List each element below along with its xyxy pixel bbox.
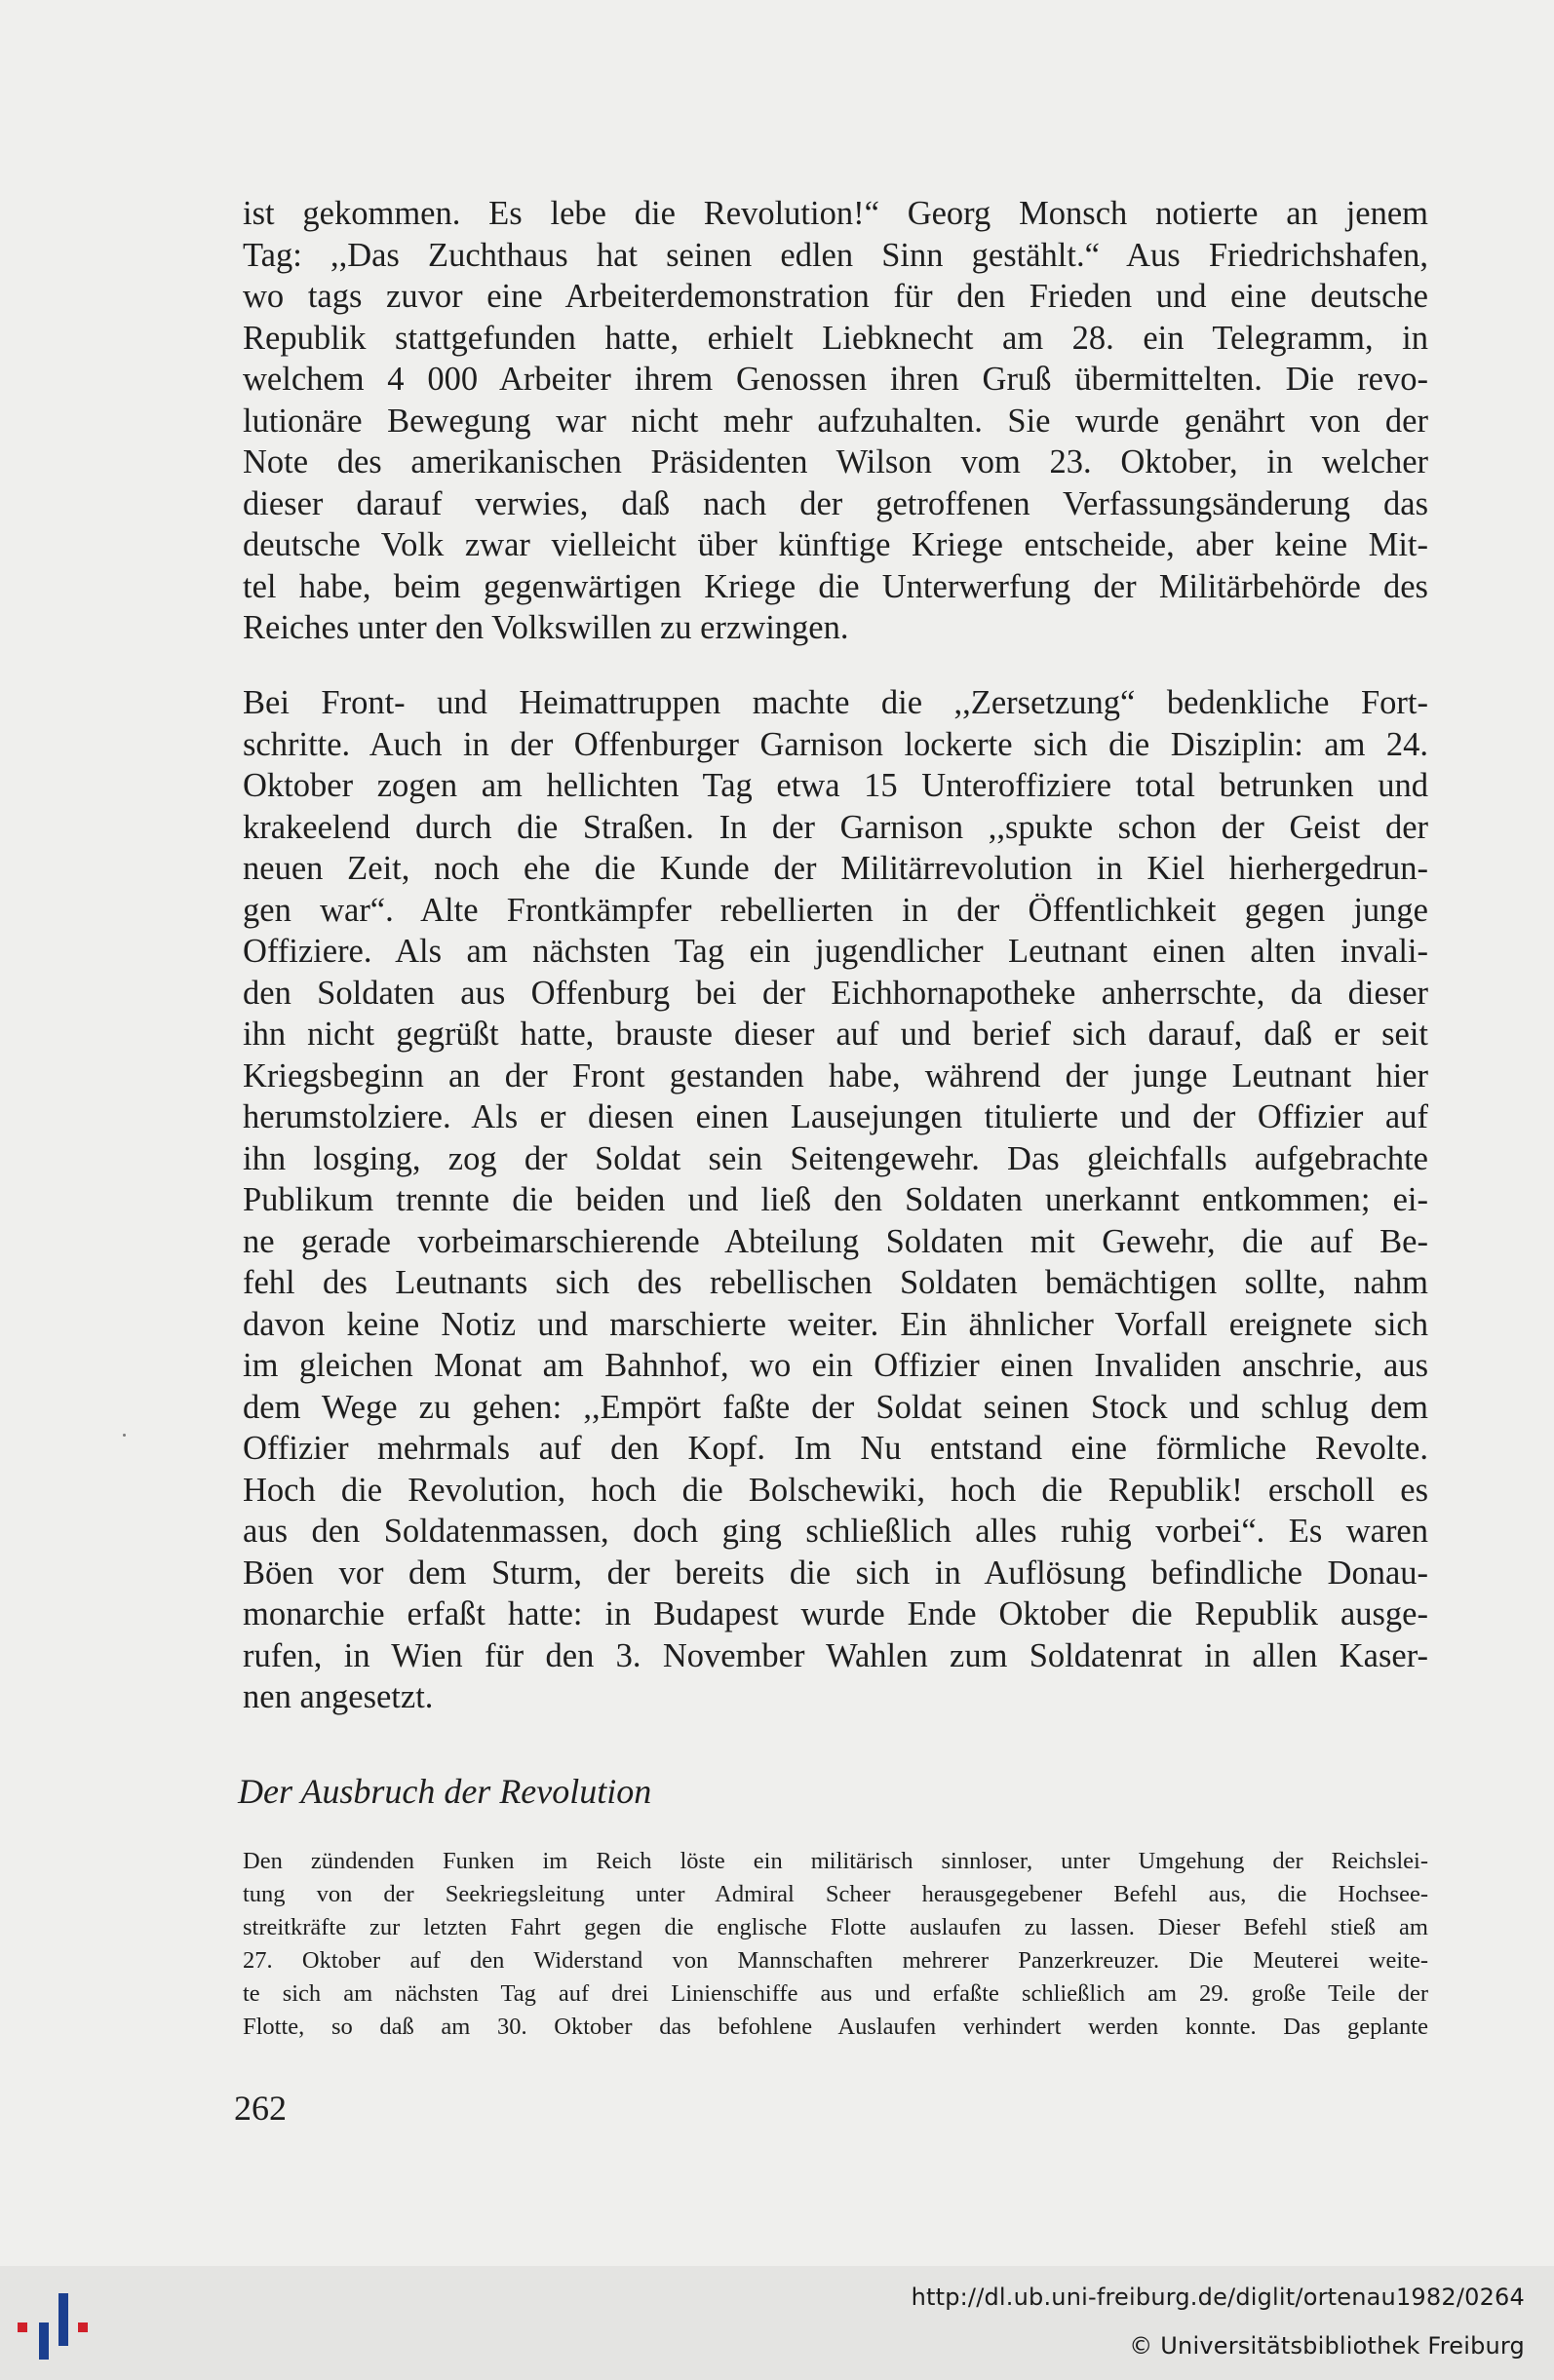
scan-speck — [123, 1434, 126, 1437]
text-line: streitkräfte zur letzten Fahrt gegen die englische Flotte auslaufen zu lassen. Dieser Befehl stieß am — [243, 1914, 1428, 1940]
text-line: schritte. Auch in der Offenburger Garnison lockerte sich die Disziplin: am 24. — [243, 725, 1428, 763]
text-line: Den zündenden Funken im Reich löste ein militärisch sinnloser, unter Umgehung der Reichslei- — [243, 1848, 1428, 1874]
text-line: Bei Front- und Heimattruppen machte die ,,Zersetzung“ bedenkliche Fort- — [243, 684, 1428, 721]
logo-blue-bar-right — [58, 2293, 68, 2346]
text-line: fehl des Leutnants sich des rebellischen Soldaten bemächtigen sollte, nahm — [243, 1264, 1428, 1301]
text-line: Oktober zogen am hellichten Tag etwa 15 Unteroffiziere total betrunken und — [243, 767, 1428, 804]
text-line: Offiziere. Als am nächsten Tag ein jugendlicher Leutnant einen alten invali- — [243, 933, 1428, 970]
text-line: im gleichen Monat am Bahnhof, wo ein Offizier einen Invaliden anschrie, aus — [243, 1347, 1428, 1384]
footer-bar — [0, 2266, 1554, 2380]
text-line: ist gekommen. Es lebe die Revolution!“ Georg Monsch notierte an jenem — [243, 195, 1428, 232]
page-number: 262 — [234, 2089, 287, 2128]
text-line: Hoch die Revolution, hoch die Bolschewiki, hoch die Republik! erscholl es — [243, 1471, 1428, 1509]
text-line: 27. Oktober auf den Widerstand von Mannschaften mehrerer Panzerkreuzer. Die Meuterei weite- — [243, 1947, 1428, 1974]
text-line: monarchie erfaßt hatte: in Budapest wurde Ende Oktober die Republik ausge- — [243, 1595, 1428, 1632]
text-line: Tag: ,,Das Zuchthaus hat seinen edlen Sinn gestählt.“ Aus Friedrichshafen, — [243, 236, 1428, 274]
section-heading: Der Ausbruch der Revolution — [238, 1772, 652, 1811]
text-line: tel habe, beim gegenwärtigen Kriege die Unterwerfung der Militärbehörde des — [243, 567, 1428, 605]
text-line: Flotte, so daß am 30. Oktober das befohlene Auslaufen verhindert werden konnte. Das geplante — [243, 2014, 1428, 2040]
text-line: Reiches unter den Volkswillen zu erzwingen. — [243, 609, 849, 646]
text-line: Böen vor dem Sturm, der bereits die sich in Auflösung befindliche Donau- — [243, 1554, 1428, 1592]
footer-url-link[interactable]: http://dl.ub.uni-freiburg.de/diglit/ortenau1982/0264 — [911, 2284, 1525, 2311]
text-line: rufen, in Wien für den 3. November Wahlen zum Soldatenrat in allen Kaser- — [243, 1636, 1428, 1674]
text-line: dem Wege zu gehen: ,,Empört faßte der Soldat seinen Stock und schlug dem — [243, 1388, 1428, 1426]
text-line: deutsche Volk zwar vielleicht über künftige Kriege entscheide, aber keine Mit- — [243, 526, 1428, 563]
text-line: gen war“. Alte Frontkämpfer rebellierten in der Öffentlichkeit gegen junge — [243, 891, 1428, 929]
text-line: Republik stattgefunden hatte, erhielt Liebknecht am 28. ein Telegramm, in — [243, 319, 1428, 357]
text-line: neuen Zeit, noch ehe die Kunde der Militärrevolution in Kiel hierhergedrun- — [243, 850, 1428, 887]
text-line: davon keine Notiz und marschierte weiter. Ein ähnlicher Vorfall ereignete sich — [243, 1305, 1428, 1343]
ub-freiburg-logo-icon — [18, 2293, 99, 2360]
text-line: Offizier mehrmals auf den Kopf. Im Nu entstand eine förmliche Revolte. — [243, 1430, 1428, 1467]
logo-blue-bar-left — [39, 2322, 49, 2360]
text-line: Note des amerikanischen Präsidenten Wilson vom 23. Oktober, in welcher — [243, 443, 1428, 480]
text-line: Kriegsbeginn an der Front gestanden habe, während der junge Leutnant hier — [243, 1056, 1428, 1094]
logo-red-bar-right — [78, 2322, 88, 2332]
body-paragraph-1 — [243, 193, 1428, 649]
text-line: ihn losging, zog der Soldat sein Seitengewehr. Das gleichfalls aufgebrachte — [243, 1139, 1428, 1177]
body-paragraph-3 — [243, 1845, 1428, 2044]
text-line: herumstolziere. Als er diesen einen Lausejungen titulierte und der Offizier auf — [243, 1098, 1428, 1135]
text-line: welchem 4 000 Arbeiter ihrem Genossen ihren Gruß übermittelten. Die revo- — [243, 361, 1428, 398]
logo-red-bar-left — [18, 2322, 27, 2332]
text-line: wo tags zuvor eine Arbeiterdemonstration für den Frieden und eine deutsche — [243, 278, 1428, 315]
text-line: ne gerade vorbeimarschierende Abteilung Soldaten mit Gewehr, die auf Be- — [243, 1222, 1428, 1260]
text-line: ihn nicht gegrüßt hatte, brauste dieser auf und berief sich darauf, daß er seit — [243, 1016, 1428, 1053]
text-line: lutionäre Bewegung war nicht mehr aufzuhalten. Sie wurde genährt von der — [243, 402, 1428, 440]
text-line: tung von der Seekriegsleitung unter Admiral Scheer herausgegebener Befehl aus, die Hochsee- — [243, 1881, 1428, 1907]
text-line: aus den Soldatenmassen, doch ging schließlich alles ruhig vorbei“. Es waren — [243, 1513, 1428, 1550]
body-paragraph-2 — [243, 682, 1428, 1718]
text-line: nen angesetzt. — [243, 1678, 434, 1715]
text-line: krakeelend durch die Straßen. In der Garnison ,,spukte schon der Geist der — [243, 808, 1428, 846]
text-line: Publikum trennte die beiden und ließ den Soldaten unerkannt entkommen; ei- — [243, 1181, 1428, 1218]
footer-copyright: © Universitätsbibliothek Freiburg — [1129, 2332, 1525, 2360]
text-line: den Soldaten aus Offenburg bei der Eichhornapotheke anherrschte, da dieser — [243, 974, 1428, 1012]
text-line: te sich am nächsten Tag auf drei Linienschiffe aus und erfaßte schließlich am 29. große Teile der — [243, 1980, 1428, 2007]
text-line: dieser darauf verwies, daß nach der getroffenen Verfassungsänderung das — [243, 484, 1428, 522]
